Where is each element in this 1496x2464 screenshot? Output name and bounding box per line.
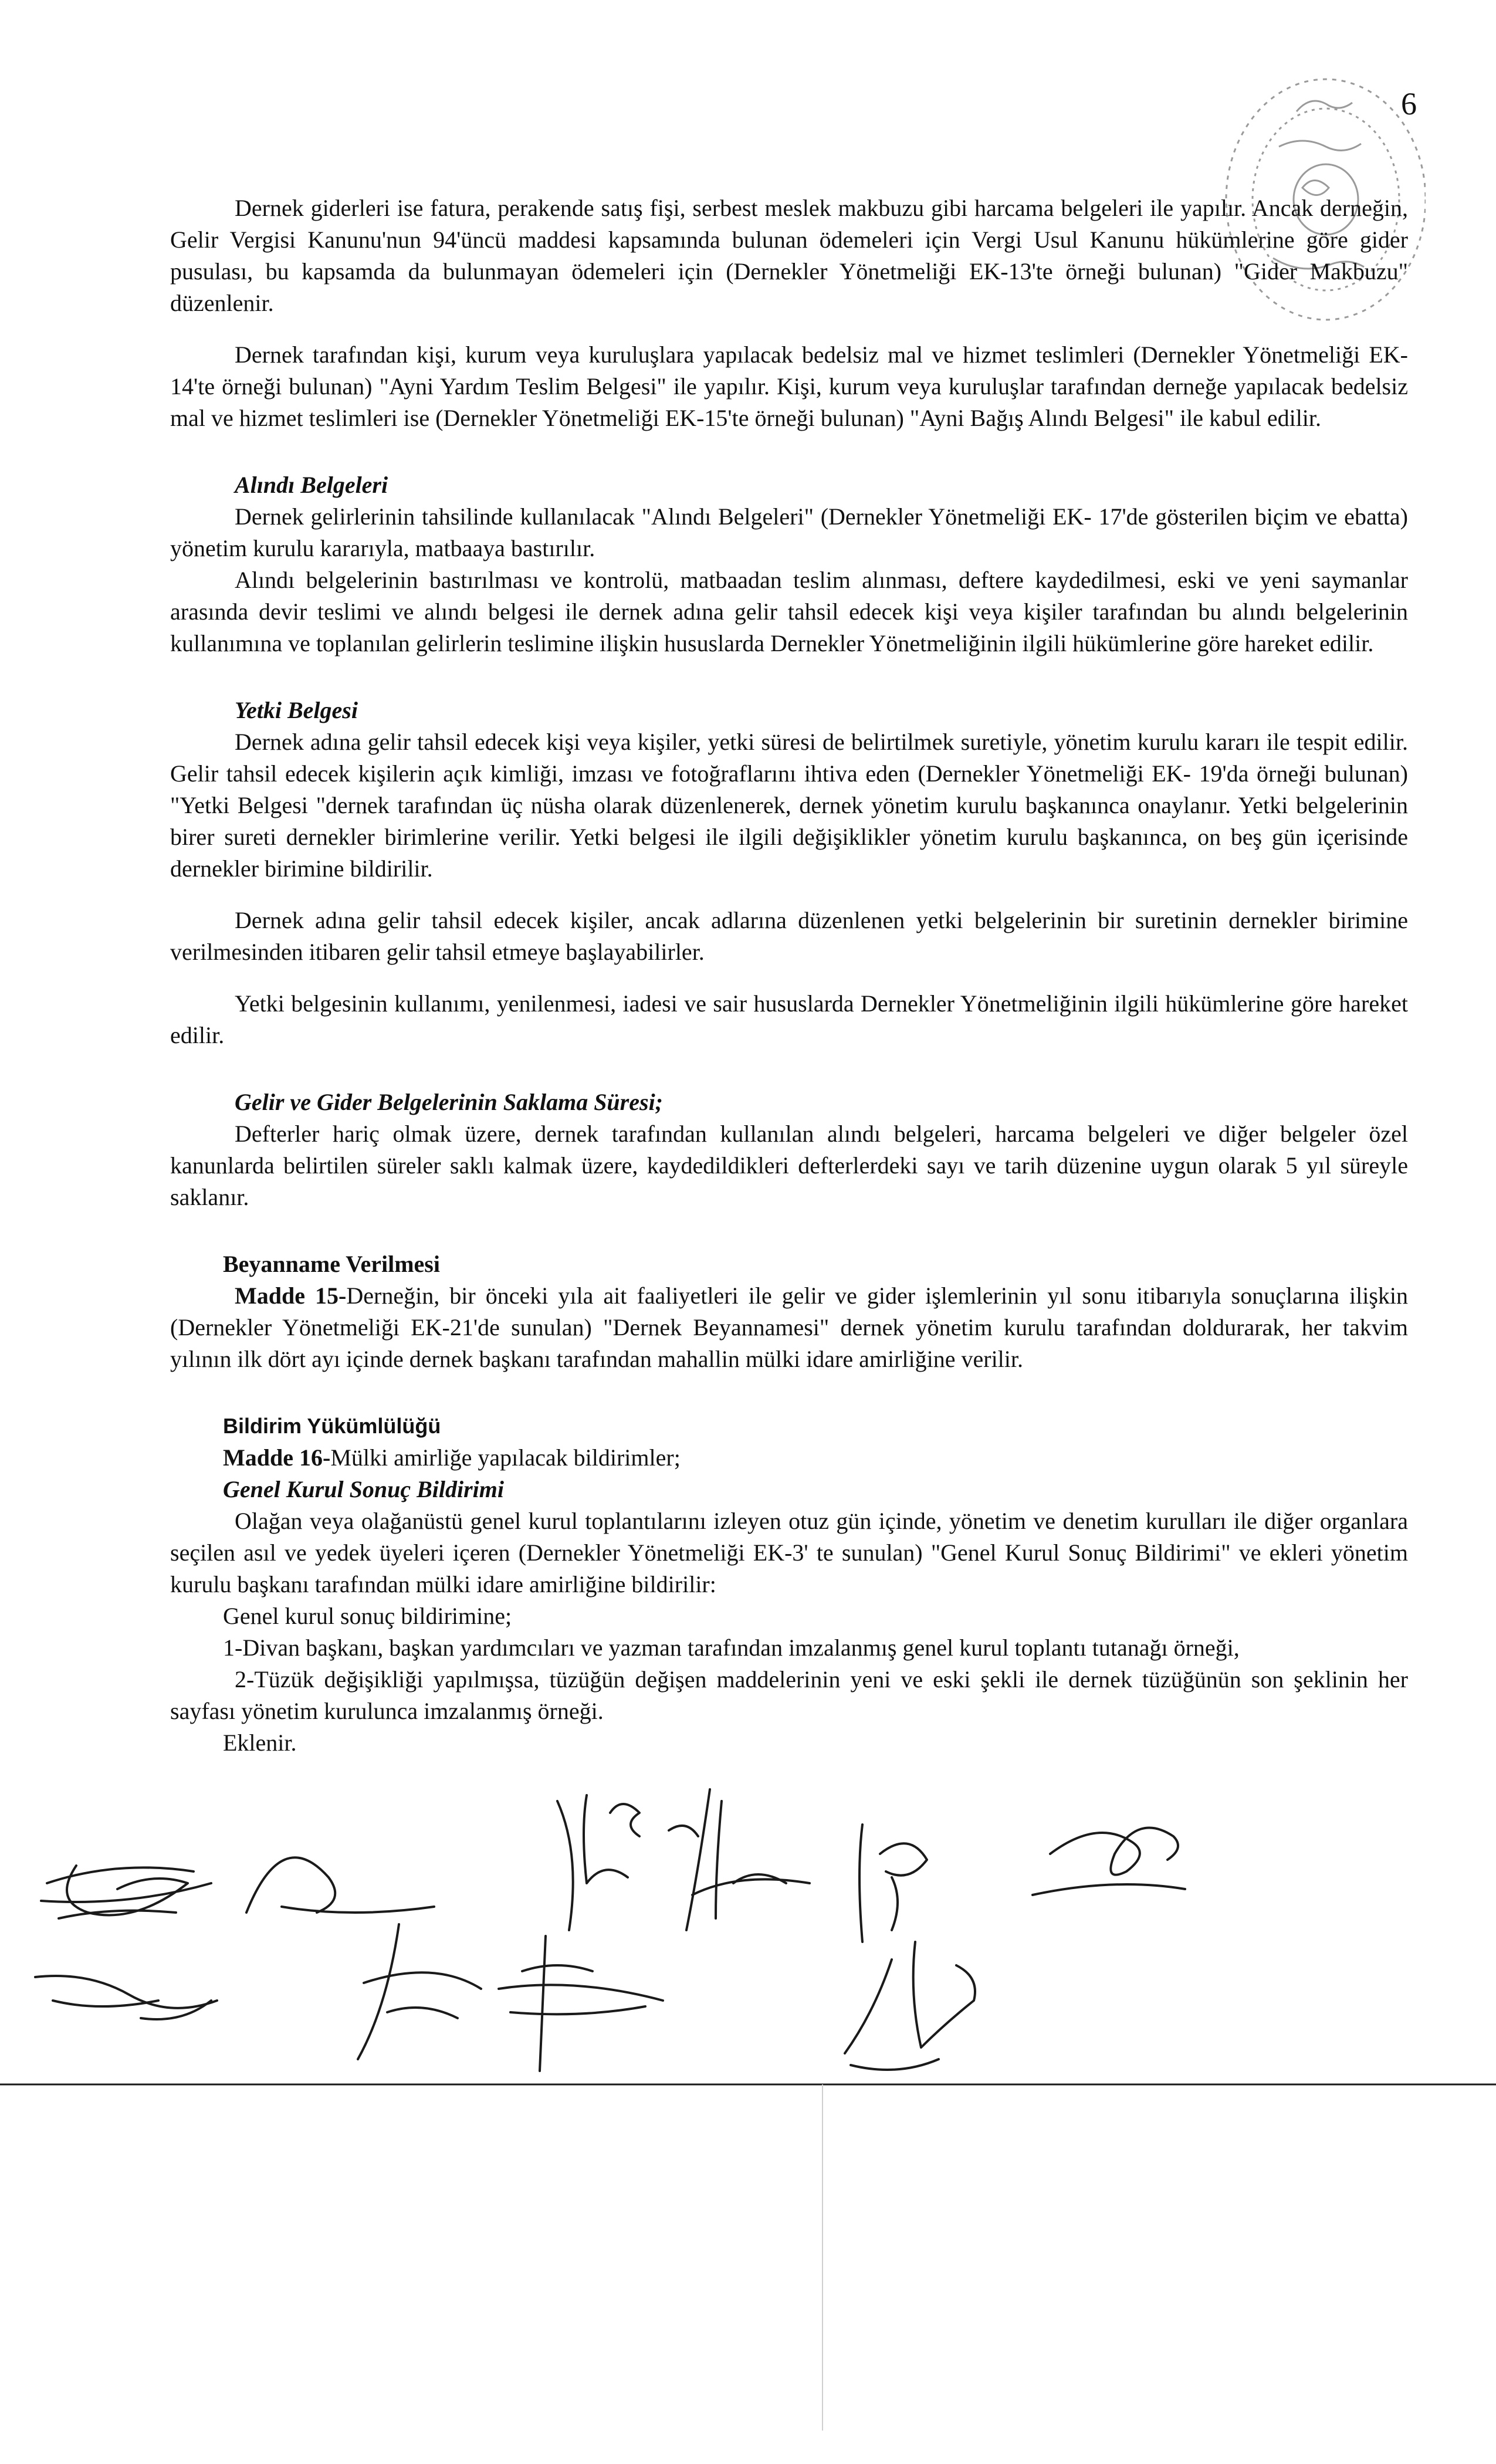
paragraph-gider-belgeleri: Dernek giderleri ise fatura, perakende satış fişi, serbest meslek makbuzu gibi harcama belgeleri ile yapılır. Ancak derneğin, Gelir Vergisi Kanunu'nun 94'üncü maddesi kapsamında bulunan ödemeleri için Vergi Usul Kanunu hükümlerine göre gider pusulası, bu kapsamda da bulunmayan ödemeleri için (Dernekler Yönetmeliği EK-13'te örneği bulunan) "Gider Makbuzu" düzenlenir.	[170, 195, 1408, 316]
signature-10	[845, 1942, 975, 2070]
heading-saklama-suresi: Gelir ve Gider Belgelerinin Saklama Süresi;	[235, 1089, 663, 1115]
paragraph-madde-2: 2-Tüzük değişikliği yapılmışsa, tüzüğün değişen maddelerinin yeni ve eski şekli ile dernek tüzüğünün son şeklinin her sayfası yönetim kurulunca imzalanmış örneği.	[170, 1666, 1408, 1724]
paragraph-yetki-2: Dernek adına gelir tahsil edecek kişiler, ancak adlarına düzenlenen yetki belgelerinin bir suretinin dernekler birimine verilmesinden itibaren gelir tahsil etmeye başlayabilirler.	[170, 907, 1408, 965]
signature-9	[499, 1936, 663, 2071]
signatures-area	[0, 1766, 1496, 2094]
signature-8	[358, 1924, 481, 2059]
heading-genel-kurul: Genel Kurul Sonuç Bildirimi	[223, 1476, 505, 1502]
paragraph-yetki-3: Yetki belgesinin kullanımı, yenilenmesi, iadesi ve sair hususlarda Dernekler Yönetmeliğinin ilgili hükümlerine göre hareket edilir.	[170, 990, 1408, 1048]
madde-16-text: Mülki amirliğe yapılacak bildirimler;	[330, 1444, 681, 1471]
paragraph-madde-16	[170, 1442, 1408, 1474]
paragraph-genel-kurul: Olağan veya olağanüstü genel kurul toplantılarını izleyen otuz gün içinde, yönetim ve denetim kurulları ile diğer organlara seçilen asıl ve yedek üyeleri içeren (Dernekler Yönetmeliği EK-3' te sunulan) "Genel Kurul Sonuç Bildirimi" ve ekleri yönetim kurulu başkanı tarafından mülki idare amirliğine bildirilir:	[170, 1508, 1408, 1597]
madde-15-text: Derneğin, bir önceki yıla ait faaliyetleri ile gelir ve gider işlemlerinin yıl sonu itibarıyla sonuçlarına ilişkin (Dernekler Yönetmeliği EK-21'de sunulan) "Dernek Beyannamesi" dernek yönetim kurulu tarafından doldurarak, her takvim yılının ilk dört ayı içinde dernek başkanı tarafından mahallin mülki idare amirliğine verilir.	[170, 1282, 1408, 1372]
signature-3	[557, 1795, 698, 1930]
document-body	[170, 192, 1408, 1759]
paragraph-saklama: Defterler hariç olmak üzere, dernek tarafından kullanılan alındı belgeleri, harcama belgeleri ve diğer belgeler özel kanunlarda belirtilen süreler saklı kalmak üzere, kaydedildikleri defterlerdeki sayı ve tarih düzenine uygun olarak 5 yıl süreyle saklanır.	[170, 1121, 1408, 1210]
paragraph-yetki-1: Dernek adına gelir tahsil edecek kişi veya kişiler, yetki süresi de belirtilmek suretiyle, yönetim kurulu kararı ile tespit edilir. Gelir tahsil edecek kişilerin açık kimliği, imzası ve fotoğraflarını ihtiva eden (Dernekler Yönetmeliği EK- 19'da örneği bulunan) "Yetki Belgesi "dernek tarafından üç nüsha olarak düzenlenerek, dernek yönetim kurulu başkanınca onaylanır. Yetki belgelerinin birer sureti dernekler birimlerine verilir. Yetki belgesi ile ilgili değişiklikler yönetim kurulu başkanınca, on beş gün içerisinde dernekler birimine bildirilir.	[170, 729, 1408, 882]
paragraph-ayni-yardim: Dernek tarafından kişi, kurum veya kuruluşlara yapılacak bedelsiz mal ve hizmet teslimleri (Dernekler Yönetmeliği EK-14'te örneği bulunan) "Ayni Yardım Teslim Belgesi" ile yapılır. Kişi, kurum veya kuruluşlar tarafından derneğe yapılacak bedelsiz mal ve hizmet teslimleri ise (Dernekler Yönetmeliği EK-15'te örneği bulunan) "Ayni Bağış Alındı Belgesi" ile kabul edilir.	[170, 341, 1408, 431]
paragraph-madde-15	[170, 1280, 1408, 1375]
page-footer-lines	[0, 2079, 1496, 2431]
paragraph-madde-1: 1-Divan başkanı, başkan yardımcıları ve yazman tarafından imzalanmış genel kurul toplantı tutanağı örneği,	[223, 1634, 1240, 1661]
heading-beyanname: Beyanname Verilmesi	[223, 1251, 440, 1277]
madde-16-label: Madde 16-	[223, 1444, 331, 1471]
signature-1	[41, 1866, 211, 1918]
heading-bildirim: Bildirim Yükümlülüğü	[223, 1414, 441, 1438]
signature-4	[686, 1789, 810, 1930]
heading-alindi-belgeleri: Alındı Belgeleri	[235, 472, 388, 498]
madde-15-label: Madde 15-	[235, 1282, 347, 1309]
page-number: 6	[1401, 86, 1417, 121]
paragraph-sonuc-bildirimine: Genel kurul sonuç bildirimine;	[223, 1603, 512, 1629]
signature-6	[1033, 1827, 1185, 1895]
signature-7	[35, 1976, 217, 2019]
paragraph-eklenir: Eklenir.	[223, 1729, 297, 1756]
signature-2	[246, 1857, 434, 1913]
paragraph-alindi-2: Alındı belgelerinin bastırılması ve kontrolü, matbaadan teslim alınması, deftere kaydedilmesi, eski ve yeni saymanlar arasında devir teslimi ve alındı belgesi ile dernek adına gelir tahsil edecek kişi veya kişiler tarafından bu alındı belgelerinin kullanımına ve toplanılan gelirlerin teslimine ilişkin hususlarda Dernekler Yönetmeliğinin ilgili hükümlerine göre hareket edilir.	[170, 567, 1408, 656]
paragraph-alindi-1: Dernek gelirlerinin tahsilinde kullanılacak "Alındı Belgeleri" (Dernekler Yönetmeliği EK- 17'de gösterilen biçim ve ebatta) yönetim kurulu kararıyla, matbaaya bastırılır.	[170, 503, 1408, 561]
heading-yetki-belgesi: Yetki Belgesi	[235, 697, 358, 723]
signature-5	[859, 1825, 927, 1942]
